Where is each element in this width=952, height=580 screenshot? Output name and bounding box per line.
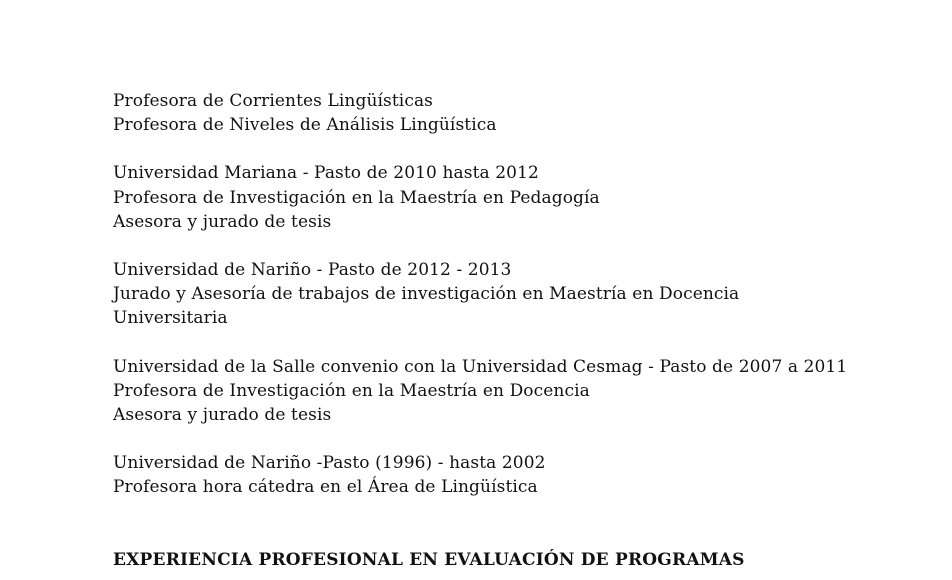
text-line: Universidad Mariana - Pasto de 2010 hasta 2012 (113, 163, 539, 184)
text-line: Profesora de Investigación en la Maestría en Docencia (113, 380, 590, 401)
paragraph-universidad-narino-2012 (113, 258, 933, 331)
text-line: Universidad de la Salle convenio con la Universidad Cesmag - Pasto de 2007 a 2011 (113, 356, 848, 377)
text-line: Profesora de Niveles de Análisis Lingüística (113, 115, 497, 136)
text-line: Universidad de Nariño -Pasto (1996) - hasta 2002 (113, 453, 546, 474)
paragraph-universidad-narino-1996 (113, 451, 933, 499)
paragraph-universidad-salle (113, 355, 933, 428)
section-heading: EXPERIENCIA PROFESIONAL EN EVALUACIÓN DE PROGRAMAS (113, 550, 745, 570)
paragraph-universidad-mariana (113, 161, 933, 234)
text-line: Profesora de Corrientes Lingüísticas (113, 91, 434, 111)
text-line: Universidad de Nariño - Pasto de 2012 - 2013 (113, 260, 512, 281)
text-line: Jurado y Asesoría de trabajos de investigación en Maestría en Docencia (113, 284, 740, 305)
text-line: Profesora hora cátedra en el Área de Lingüística (113, 477, 538, 498)
text-line: Profesora de Investigación en la Maestría en Pedagogía (113, 187, 600, 208)
text-line: Asesora y jurado de tesis (113, 211, 332, 232)
paragraph-teaching-roles (113, 89, 933, 137)
text-line: Universitaria (113, 308, 228, 329)
document-body (113, 89, 933, 524)
text-line: Asesora y jurado de tesis (113, 405, 332, 426)
